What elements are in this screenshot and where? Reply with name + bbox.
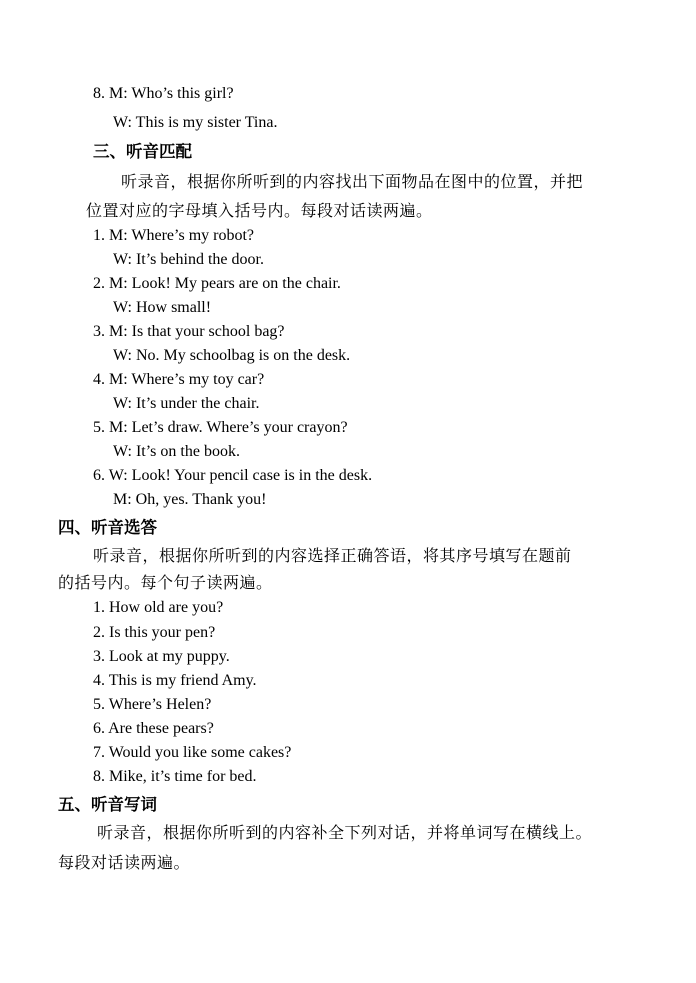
section-instruction: 每段对话读两遍。 (58, 853, 191, 872)
section-instruction: 位置对应的字母填入括号内。每段对话读两遍。 (86, 201, 433, 220)
section-heading: 三、听音匹配 (93, 142, 192, 161)
dialogue-line: 1. M: Where’s my robot? (93, 227, 255, 244)
dialogue-line: 2. M: Look! My pears are on the chair. (93, 275, 341, 292)
dialogue-line: M: Oh, yes. Thank you! (113, 491, 267, 508)
question-item: 8. Mike, it’s time for bed. (93, 768, 257, 785)
dialogue-line: 4. M: Where’s my toy car? (93, 371, 265, 388)
section-heading: 五、听音写词 (58, 795, 157, 814)
question-item: 6. Are these pears? (93, 720, 214, 737)
question-item: 7. Would you like some cakes? (93, 744, 292, 761)
dialogue-line: W: It’s behind the door. (113, 251, 264, 268)
dialogue-line: 3. M: Is that your school bag? (93, 323, 285, 340)
dialogue-line: 6. W: Look! Your pencil case is in the desk. (93, 467, 373, 484)
question-item: 3. Look at my puppy. (93, 648, 230, 665)
dialogue-line: 5. M: Let’s draw. Where’s your crayon? (93, 419, 348, 436)
question-item: 1. How old are you? (93, 599, 224, 616)
section-heading: 四、听音选答 (58, 518, 157, 537)
question-item: 2. Is this your pen? (93, 624, 216, 641)
dialogue-line: W: This is my sister Tina. (113, 114, 278, 131)
question-item: 4. This is my friend Amy. (93, 672, 257, 689)
dialogue-line: W: It’s on the book. (113, 443, 240, 460)
dialogue-line: W: It’s under the chair. (113, 395, 260, 412)
section-instruction: 听录音，根据你所听到的内容选择正确答语，将其序号填写在题前 (93, 546, 572, 565)
dialogue-line: 8. M: Who’s this girl? (93, 85, 234, 102)
question-item: 5. Where’s Helen? (93, 696, 212, 713)
section-instruction: 听录音，根据你所听到的内容找出下面物品在图中的位置，并把 (121, 172, 584, 191)
section-instruction: 的括号内。每个句子读两遍。 (58, 573, 273, 592)
section-instruction: 听录音，根据你所听到的内容补全下列对话，并将单词写在横线上。 (97, 823, 593, 842)
dialogue-line: W: How small! (113, 299, 212, 316)
dialogue-line: W: No. My schoolbag is on the desk. (113, 347, 351, 364)
